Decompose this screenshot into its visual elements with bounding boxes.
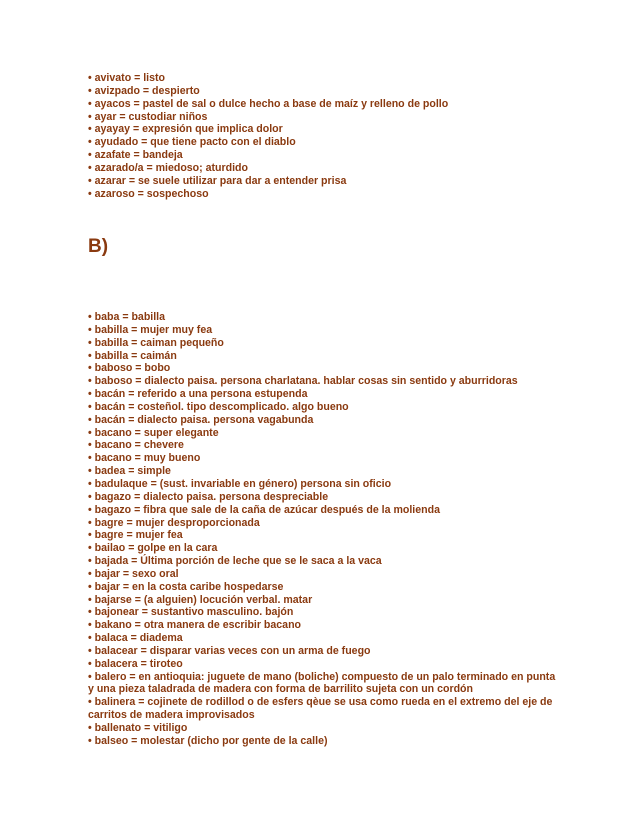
entry: • azarado/a = miedoso; aturdido (88, 161, 248, 174)
section-b-list (88, 311, 558, 748)
entry: • bacán = referido a una persona estupenda (88, 388, 308, 401)
entry: • babilla = caiman pequeño (88, 336, 224, 349)
entry: • ayacos = pastel de sal o dulce hecho a base de maíz y relleno de pollo (88, 97, 449, 110)
entry: • baba = babilla (88, 311, 166, 323)
entry: • balacera = tiroteo (88, 657, 183, 670)
entry: • bacán = costeñol. tipo descomplicado. algo bueno (88, 400, 349, 413)
entry: • balseo = molestar (dicho por gente de la calle) (88, 734, 328, 747)
entry: • balacear = disparar varias veces con un arma de fuego (88, 644, 371, 657)
entry: • babilla = mujer muy fea (88, 323, 213, 336)
entry: • bagre = mujer fea (88, 529, 183, 542)
entry: • bajar = en la costa caribe hospedarse (88, 580, 284, 593)
section-a-list (88, 72, 558, 200)
entry: • avizpado = despierto (88, 84, 200, 97)
entry: • bailao = golpe en la cara (88, 542, 218, 555)
entry: • bacano = chevere (88, 439, 184, 452)
entry: • bagazo = dialecto paisa. persona despreciable (88, 490, 329, 503)
entry: • ayayay = expresión que implica dolor (88, 123, 283, 136)
entry: • bagre = mujer desproporcionada (88, 516, 260, 529)
entry: • ayar = custodiar niños (88, 110, 208, 123)
entry: • bajonear = sustantivo masculino. bajón (88, 606, 294, 619)
entry: • avivato = listo (88, 72, 166, 84)
entry: • bajada = Última porción de leche que se le saca a la vaca (88, 555, 382, 568)
section-b-heading: B) (88, 236, 109, 257)
entry: • balinera = cojinete de rodillod o de esfers qèue se usa como rueda en el extremo del eje de carritos de madera improvisados (88, 696, 553, 722)
entry: • balero = en antioquia: juguete de mano (boliche) compuesto de un palo terminado en punta y una pieza taladrada de madera con forma de barrilito sujeta con un cordón (88, 670, 556, 696)
entry: • azaroso = sospechoso (88, 187, 209, 200)
entry: • azarar = se suele utilizar para dar a entender prisa (88, 174, 347, 187)
entry: • azafate = bandeja (88, 149, 183, 162)
entry: • baboso = bobo (88, 362, 171, 375)
entry: • badulaque = (sust. invariable en género) persona sin oficio (88, 477, 392, 490)
entry: • balaca = diadema (88, 632, 183, 645)
entry: • bakano = otra manera de escribir bacano (88, 619, 302, 632)
entry: • baboso = dialecto paisa. persona charlatana. hablar cosas sin sentido y aburridoras (88, 375, 518, 388)
entry: • babilla = caimán (88, 349, 177, 362)
entry: • bajar = sexo oral (88, 567, 179, 580)
entry: • ballenato = vitiligo (88, 722, 188, 734)
entry: • bajarse = (a alguien) locución verbal. matar (88, 593, 313, 606)
entry: • bagazo = fibra que sale de la caña de azúcar después de la molienda (88, 503, 440, 516)
entry: • bacán = dialecto paisa. persona vagabunda (88, 413, 314, 426)
entry: • ayudado = que tiene pacto con el diablo (88, 136, 296, 149)
entry: • bacano = super elegante (88, 426, 219, 439)
entry: • bacano = muy bueno (88, 452, 201, 465)
entry: • badea = simple (88, 465, 171, 478)
